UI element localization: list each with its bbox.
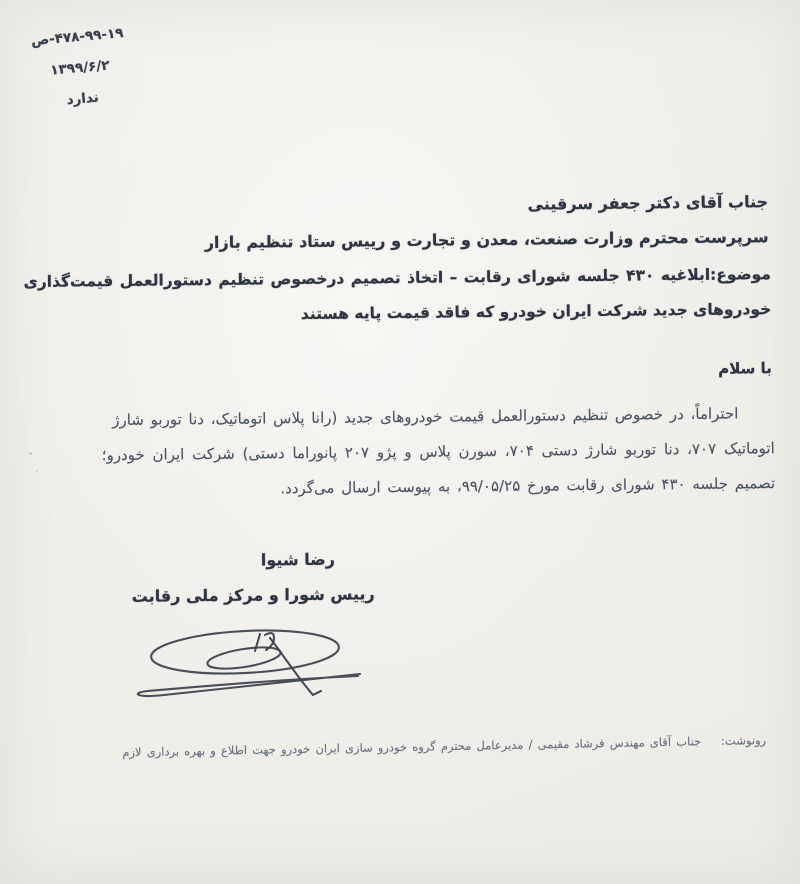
body-line-1: احتراماً، در خصوص تنظیم دستورالعمل قیمت خودروهای جدید (رانا پلاس اتوماتیک، دنا توربو شارژ [112,404,739,430]
body-line-3: تصمیم جلسه ۴۳۰ شورای رقابت مورخ ۹۹/۰۵/۲۵، به پیوست ارسال می‌گردد. [280,474,776,498]
recipient-name: جناب آقای دکتر جعفر سرقینی [527,192,769,214]
copy-note-text: جناب آقای مهندس فرشاد مقیمی / مدیرعامل محترم گروه خودرو سازی ایران خودرو جهت اطلاع و بهره برداری لازم [122,734,702,760]
copy-note [122,733,766,759]
copy-note-label: رونوشت: [720,733,767,748]
signatory-title: رییس شورا و مرکز ملی رقابت [131,584,375,606]
recipient-title: سرپرست محترم وزارت صنعت، معدن و تجارت و رییس ستاد تنظیم بازار [204,227,769,253]
letter-attachment-status: ندارد [65,89,100,109]
letter-ref-number: ۴۷۸-۹۹-۱۹-ص [30,25,125,50]
handwritten-signature [72,608,542,723]
subject-line-1: موضوع:ابلاغیه ۴۳۰ جلسه شورای رقابت – اتخاذ تصمیم درخصوص تنظیم دستورالعمل قیمت‌گذاری [23,265,771,291]
signatory-name: رضا شیوا [260,549,335,570]
subject-line-2: خودروهای جدید شرکت ایران خودرو که فاقد قیمت پایه هستند [300,300,772,324]
letter-date: ۱۳۹۹/۶/۲ [49,57,111,79]
greeting: با سلام [718,359,772,378]
scan-speck [36,470,38,472]
letter-header-block [10,16,150,120]
body-line-2: اتوماتیک ۷۰۷، دنا توربو شارژ دستی ۷۰۴، سورن پلاس و پژو ۲۰۷ پانوراما دستی) شرکت ایران خودرو؛ [101,439,775,465]
scan-speck [29,452,32,455]
